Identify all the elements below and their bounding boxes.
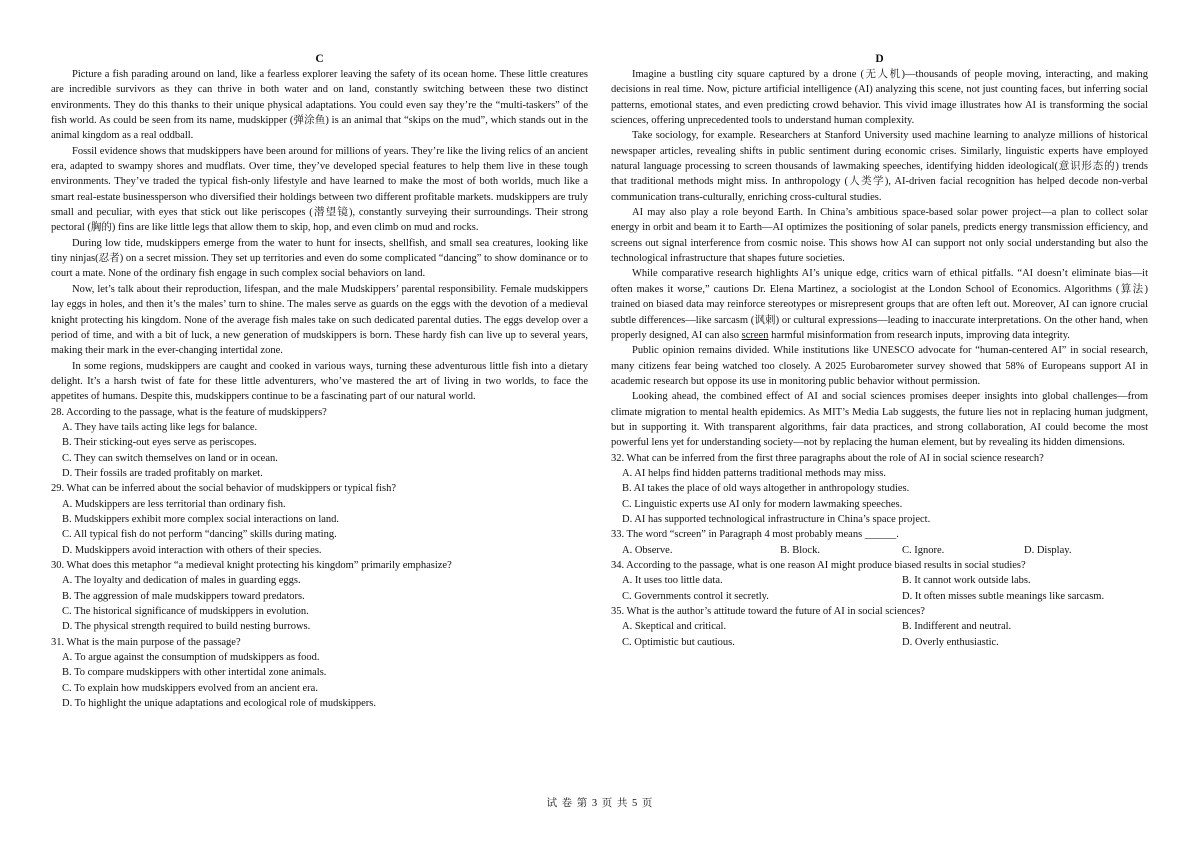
passage-c-paragraph: In some regions, mudskippers are caught and cooked in various ways, turning these adventurous little fish into a dietary delight. It’s a harsh twist of fate for these little adventurers, who’ve mastered the art of living in two worlds, to face the appetites of humans. Despite this, mudskippers continue to be a fascinating part of our natural world. [51, 360, 588, 403]
paragraph-text: harmful misinformation from research inputs, improving data integrity. [768, 329, 1070, 341]
question-32 [611, 451, 1148, 528]
answer-options-row [622, 543, 1148, 558]
answer-option: A. The loyalty and dedication of males in guarding eggs. [62, 575, 301, 587]
question-stem: 29. What can be inferred about the social behavior of mudskippers or typical fish? [51, 483, 397, 495]
question-stem: 31. What is the main purpose of the passage? [51, 636, 241, 648]
passage-d-title: D [875, 53, 884, 65]
passage-d-paragraph: AI may also play a role beyond Earth. In China’s ambitious space-based solar power project—a plan to collect solar energy in orbit and beam it to Earth—AI optimizes the positioning of solar panels, predicts energy transmission efficiency, and screens out signal interference from cosmic noise. This shows how AI can support not only social understanding but also the technological infrastructure that shapes future societies. [611, 207, 1148, 265]
question-stem: 34. According to the passage, what is one reason AI might produce biased results in social studies? [611, 560, 1026, 571]
answer-option: D. The physical strength required to build nesting burrows. [62, 621, 311, 633]
answer-option: C. Ignore. [902, 544, 945, 556]
answer-option: D. To highlight the unique adaptations and ecological role of mudskippers. [62, 698, 377, 710]
answer-option: D. Overly enthusiastic. [902, 636, 999, 648]
answer-option: B. AI takes the place of old ways altogether in anthropology studies. [622, 483, 910, 495]
answer-option: A. It uses too little data. [622, 575, 723, 587]
answer-options-row [622, 635, 1148, 650]
question-stem: 30. What does this metaphor “a medieval knight protecting his kingdom” primarily emphasize? [51, 560, 452, 571]
question-stem: 33. The word “screen” in Paragraph 4 most probably means ______. [611, 529, 899, 541]
passage-d-paragraph: Imagine a bustling city square captured by a drone (无人机)—thousands of people moving, interacting, and making decisions in real time. Now, picture artificial intelligence (AI) analyzing this scene, not just counting faces, but inferring social patterns, emotional states, and even predicting crowd behavior. This vivid image illustrates how AI is transforming the social sciences, offering unprecedented tools to understand human complexity. [611, 69, 1148, 127]
answer-option: A. Mudskippers are less territorial than ordinary fish. [62, 498, 286, 510]
answer-option: B. Indifferent and neutral. [902, 621, 1012, 633]
passage-c-title: C [315, 53, 324, 65]
answer-option: D. Mudskippers avoid interaction with others of their species. [62, 544, 322, 556]
question-34 [611, 558, 1148, 604]
passage-c-paragraph: Now, let’s talk about their reproduction, lifespan, and the male Mudskippers’ parental responsibility. Female mudskippers lay eggs in holes, and then it’s the males’ turn to shine. The males serve as guards on the eggs with the devotion of a medieval knight protecting his kingdom. None of the average fish males take on such dedicated parental duties. The eggs develop over a period of time, and with a bit of luck, a new generation of mudskippers is born. These hardy fish can live up to several years, making their mark in the ever-changing intertidal zone. [51, 283, 588, 357]
passage-d-paragraph: Take sociology, for example. Researchers at Stanford University used machine learning to analyze millions of historical newspaper articles, revealing shifts in public sentiment during economic crises. Similarly, linguistic experts have employed natural language processing to screen thousands of lawmaking speeches, identifying hidden ideological(意识形态的) trends that traditional methods might miss. In anthropology (人类学), AI-driven facial recognition has helped decode non-verbal communication trans-culturally, enriching cross-cultural studies. [611, 130, 1148, 203]
answer-option: D. Their fossils are traded profitably on market. [62, 467, 263, 479]
passage-c-column [51, 52, 588, 711]
question-33 [611, 527, 1148, 558]
answer-option: C. The historical significance of mudskippers in evolution. [62, 606, 309, 618]
answer-option: C. Optimistic but cautious. [622, 636, 735, 648]
answer-option: B. It cannot work outside labs. [902, 575, 1031, 587]
answer-option: B. To compare mudskippers with other intertidal zone animals. [62, 667, 327, 679]
passage-c-paragraph: Fossil evidence shows that mudskippers have been around for millions of years. They’re like the living relics of an ancient era, adapted to swampy shores and mudflats. Over time, they’ve developed special features to help them live in these tough environments. They’ve traded the typical fish-only lifestyle and have learned to make the most of both worlds, much like a smart real-estate businessperson who diversified their holdings between two different profitable markets. mudskippers are truly small and peculiar, with eyes that stick out like periscopes (潜望镜), constantly surveying their surroundings. Their strong pectoral (胸的) fins are like little legs that allow them to skip, hop, and even climb on mud and rocks. [51, 145, 588, 234]
answer-option: C. To explain how mudskippers evolved from an ancient era. [62, 682, 318, 694]
answer-option: B. The aggression of male mudskippers toward predators. [62, 590, 305, 602]
answer-option: A. AI helps find hidden patterns traditional methods may miss. [622, 467, 886, 479]
passage-d-paragraph: Looking ahead, the combined effect of AI and social sciences promises deeper insights into global challenges—from climate migration to mental health epidemics. As MIT’s Media Lab suggests, the future lies not in replacing human judgment, but in supporting it. With transparent algorithms, fair data practices, and strong collaboration, AI could become the most powerful lens yet for understanding society—not by replacing the human element, but by revealing its hidden dimensions. [611, 391, 1148, 449]
answer-option: B. Mudskippers exhibit more complex social interactions on land. [62, 513, 340, 525]
answer-option: C. All typical fish do not perform “dancing” skills during mating. [62, 529, 337, 541]
paragraph-text: While comparative research highlights AI’s unique edge, critics warn of ethical pitfalls. “AI doesn’t eliminate bias—it often makes it worse,” cautions Dr. Elena Martinez, a sociologist at the London School of Economics. Algorithms (算法) trained on biased data may reinforce stereotypes or misrepresent groups that are often left out. Moreover, AI can ignore crucial subtle differences—like sarcasm (讽刺) or cultural expressions—leading to inaccurate interpretations. On the other hand, when properly designed, AI can also [611, 268, 1148, 341]
answer-option: A. Skeptical and critical. [622, 621, 727, 633]
passage-d-paragraph [611, 266, 1148, 343]
question-28 [51, 405, 588, 482]
answer-option: C. Governments control it secretly. [622, 590, 769, 602]
answer-options-row [622, 589, 1148, 604]
question-29 [51, 481, 588, 558]
passage-c-paragraph: Picture a fish parading around on land, like a fearless explorer leaving the safety of its ocean home. These little creatures are incredible survivors as they can thrive in both water and on land, constantly switching between these two distinct environments. They do this thanks to their unique physical adaptations. You could even say they’re the “multi-taskers” of the fish world. As could be seen from its name, mudskipper (弹涂鱼) is an animal that “skips on the mud”, which stands out in the animal kingdom as a real oddball. [51, 69, 588, 142]
answer-option: A. Observe. [622, 544, 673, 556]
underlined-word-screen: screen [741, 329, 769, 341]
answer-option: D. Display. [1024, 544, 1072, 556]
answer-option: C. They can switch themselves on land or in ocean. [62, 452, 278, 464]
question-stem: 28. According to the passage, what is the feature of mudskippers? [51, 406, 327, 418]
question-stem: 32. What can be inferred from the first three paragraphs about the role of AI in social science research? [611, 452, 1044, 464]
question-31 [51, 635, 588, 712]
answer-option: C. Linguistic experts use AI only for modern lawmaking speeches. [622, 498, 903, 510]
question-35 [611, 604, 1148, 650]
question-stem: 35. What is the author’s attitude toward the future of AI in social sciences? [611, 606, 925, 618]
answer-option: D. It often misses subtle meanings like sarcasm. [902, 590, 1105, 602]
answer-option: A. They have tails acting like legs for balance. [62, 421, 258, 433]
passage-d-paragraph: Public opinion remains divided. While institutions like UNESCO advocate for “human-centered AI” in social research, many citizens fear being watched too closely. A 2025 Eurobarometer survey showed that 58% of Europeans support AI in academic research but oppose its use in monitoring public behavior without permission. [611, 345, 1148, 387]
question-30 [51, 558, 588, 635]
passage-d-column [611, 52, 1148, 650]
answer-options-row [622, 619, 1148, 634]
answer-option: B. Block. [780, 544, 820, 556]
answer-option: A. To argue against the consumption of mudskippers as food. [62, 652, 320, 664]
passage-c-paragraph: During low tide, mudskippers emerge from the water to hunt for insects, shellfish, and small sea creatures, looking like tiny ninjas(忍者) on a secret mission. They set up territories and even do some complicated “dancing” to show dominance or to court a mate. None of the ordinary fish engage in such complex social behaviors on land. [51, 237, 588, 280]
page-footer: 试 卷 第 3 页 共 5 页 [546, 798, 654, 809]
answer-option: D. AI has supported technological infrastructure in China’s space project. [622, 513, 931, 525]
answer-option: B. Their sticking-out eyes serve as periscopes. [62, 437, 257, 449]
answer-options-row [622, 573, 1148, 588]
